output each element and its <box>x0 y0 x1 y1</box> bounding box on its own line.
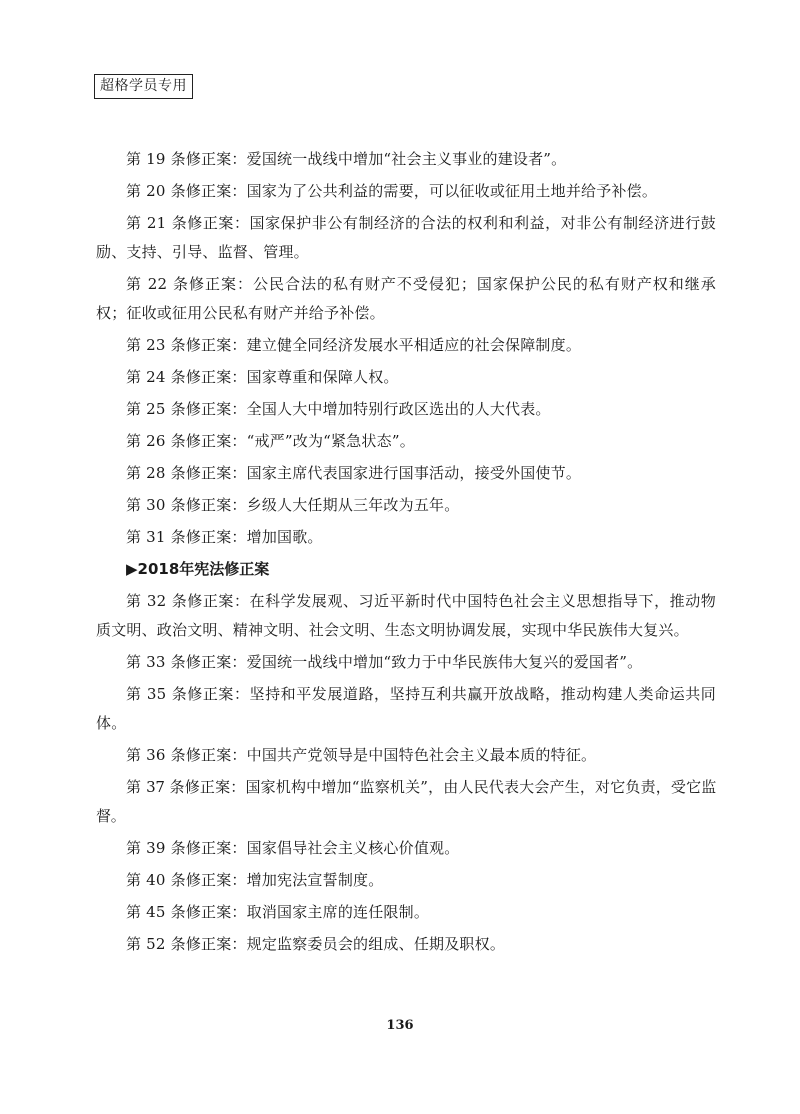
amendment-22: 第 22 条修正案：公民合法的私有财产不受侵犯；国家保护公民的私有财产权和继承权；征收或征用公民私有财产并给予补偿。 <box>96 275 716 322</box>
amendment-33: 第 33 条修正案：爱国统一战线中增加“致力于中华民族伟大复兴的爱国者”。 <box>126 653 643 671</box>
amendment-25: 第 25 条修正案：全国人大中增加特别行政区选出的人大代表。 <box>126 400 551 418</box>
amendment-35: 第 35 条修正案：坚持和平发展道路，坚持互利共赢开放战略，推动构建人类命运共同体。 <box>96 685 716 732</box>
amendment-20: 第 20 条修正案：国家为了公共利益的需要，可以征收或征用土地并给予补偿。 <box>126 182 658 200</box>
amendment-30: 第 30 条修正案：乡级人大任期从三年改为五年。 <box>126 496 460 514</box>
document-body <box>96 145 716 962</box>
section-title: 2018年宪法修正案 <box>137 560 270 578</box>
amendment-28: 第 28 条修正案：国家主席代表国家进行国事活动，接受外国使节。 <box>126 464 582 482</box>
amendment-37: 第 37 条修正案：国家机构中增加“监察机关”，由人民代表大会产生，对它负责，受它监督。 <box>96 778 716 825</box>
section-heading-2018 <box>96 555 716 584</box>
amendment-45: 第 45 条修正案：取消国家主席的连任限制。 <box>126 903 430 921</box>
amendment-26: 第 26 条修正案：“戒严”改为“紧急状态”。 <box>126 432 415 450</box>
amendment-32: 第 32 条修正案：在科学发展观、习近平新时代中国特色社会主义思想指导下，推动物质文明、政治文明、精神文明、社会文明、生态文明协调发展，实现中华民族伟大复兴。 <box>96 592 716 639</box>
triangle-marker-icon: ▶ <box>126 560 138 578</box>
amendment-21: 第 21 条修正案：国家保护非公有制经济的合法的权利和利益，对非公有制经济进行鼓励、支持、引导、监督、管理。 <box>96 214 716 261</box>
member-only-stamp: 超格学员专用 <box>94 74 193 99</box>
amendment-23: 第 23 条修正案：建立健全同经济发展水平相适应的社会保障制度。 <box>126 336 582 354</box>
amendment-40: 第 40 条修正案：增加宪法宣誓制度。 <box>126 871 384 889</box>
amendment-36: 第 36 条修正案：中国共产党领导是中国特色社会主义最本质的特征。 <box>126 746 597 764</box>
page-number: 136 <box>386 1018 414 1033</box>
amendment-39: 第 39 条修正案：国家倡导社会主义核心价值观。 <box>126 839 460 857</box>
amendment-24: 第 24 条修正案：国家尊重和保障人权。 <box>126 368 399 386</box>
amendment-31: 第 31 条修正案：增加国歌。 <box>126 528 323 546</box>
amendment-19: 第 19 条修正案：爱国统一战线中增加“社会主义事业的建设者”。 <box>126 150 567 168</box>
amendment-52: 第 52 条修正案：规定监察委员会的组成、任期及职权。 <box>126 935 506 953</box>
